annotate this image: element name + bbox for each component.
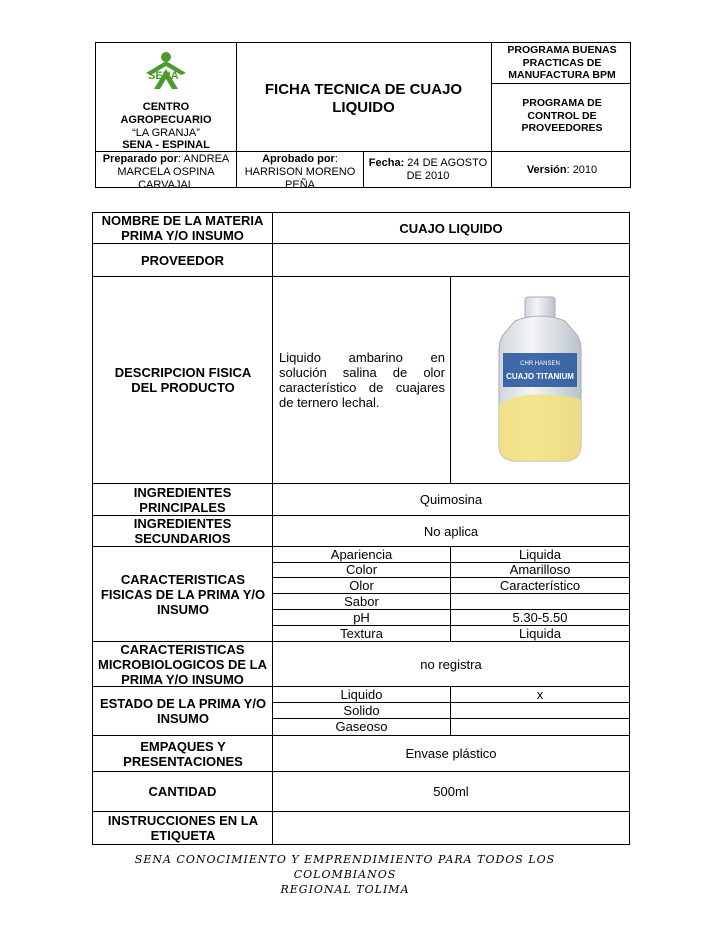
secondary-ingredients-label: INGREDIENTES SECUNDARIOS — [133, 516, 232, 546]
approved-by: Aprobado por: HARRISON MORENO PEÑA — [244, 153, 356, 191]
svg-text:SENA: SENA — [148, 70, 179, 82]
physical-row-name: pH — [353, 609, 370, 625]
state-row-value: x — [536, 686, 544, 702]
label-instructions-label: INSTRUCCIONES EN LA ETIQUETA — [107, 813, 259, 843]
main-ingredients-value: Quimosina — [419, 492, 483, 507]
supplier-label: PROVEEDOR — [140, 252, 225, 268]
state-row-value — [451, 718, 629, 735]
packaging-value: Envase plástico — [405, 746, 497, 761]
raw-material-label: NOMBRE DE LA MATERIA PRIMA Y/O INSUMO — [101, 213, 264, 243]
program-bpm: PROGRAMA BUENAS PRACTICAS DE MANUFACTURA BPM — [507, 44, 617, 81]
physical-row-value: Liquida — [519, 546, 561, 562]
microbiological-label: CARACTERISTICAS MICROBIOLOGICOS DE LA PRIMA Y/O INSUMO — [98, 641, 267, 687]
prepared-by: Preparado por: ANDREA MARCELA OSPINA CARVAJAL — [102, 153, 230, 191]
product-image — [451, 277, 629, 483]
svg-text:CHR HANSEN: CHR HANSEN — [520, 361, 560, 367]
technical-sheet-table — [92, 212, 630, 845]
physical-row-name: Textura — [340, 625, 383, 641]
label-instructions-value — [273, 812, 629, 844]
state-row-name: Liquido — [340, 686, 383, 702]
physical-row-name: Olor — [349, 577, 374, 593]
document-version: Versión: 2010 — [526, 164, 598, 176]
state-row-name: Gaseoso — [335, 719, 388, 734]
state-label: ESTADO DE LA PRIMA Y/O INSUMO — [99, 696, 267, 726]
microbiological-value: no registra — [420, 656, 482, 672]
physical-row-value: 5.30-5.50 — [512, 609, 568, 625]
footer-regional: REGIONAL TOLIMA — [280, 883, 410, 896]
raw-material-value: CUAJO LIQUIDO — [399, 220, 503, 236]
state-row-value — [451, 702, 629, 718]
program-suppliers: PROGRAMA DE CONTROL DE PROVEEDORES — [521, 97, 603, 134]
page-footer — [95, 852, 595, 897]
quantity-value: 500ml — [433, 784, 469, 799]
state-row-name: Solido — [343, 702, 380, 718]
physical-row-value: Amarilloso — [509, 562, 571, 577]
physical-row-value: Característico — [499, 577, 581, 593]
document-date: Fecha: 24 DE AGOSTO DE 2010 — [368, 157, 488, 182]
center-place: “LA GRANJA” — [132, 127, 200, 139]
document-title: FICHA TECNICA DE CUAJO LIQUIDO — [264, 81, 463, 116]
physical-row-name: Apariencia — [330, 546, 393, 562]
footer-slogan: SENA CONOCIMIENTO Y EMPRENDIMIENTO PARA TODOS LOS COLOMBIANOS — [134, 853, 556, 881]
physical-row-value — [451, 593, 629, 609]
rennet-bottle-image — [485, 295, 595, 465]
sena-logo — [126, 49, 206, 93]
description-label: DESCRIPCION FISICA DEL PRODUCTO — [114, 365, 252, 395]
description-value: Liquido ambarino en solución salina de olor característico de cuajares de ternero lechal. — [279, 350, 445, 410]
main-ingredients-label: INGREDIENTES PRINCIPALES — [133, 484, 232, 515]
supplier-value — [273, 244, 629, 276]
svg-text:CUAJO TITANIUM: CUAJO TITANIUM — [506, 372, 574, 381]
physical-row-name: Sabor — [344, 593, 379, 609]
secondary-ingredients-value: No aplica — [423, 523, 479, 539]
center-name: CENTRO AGROPECUARIO — [120, 101, 212, 126]
physical-characteristics-label: CARACTERISTICAS FISICAS DE LA PRIMA Y/O INSUMO — [100, 571, 266, 617]
center-city: SENA - ESPINAL — [122, 139, 210, 151]
physical-row-name: Color — [345, 562, 378, 577]
physical-row-value: Liquida — [519, 625, 561, 641]
header-table — [95, 42, 631, 191]
quantity-label: CANTIDAD — [148, 784, 217, 799]
packaging-label: EMPAQUES Y PRESENTACIONES — [123, 738, 243, 769]
